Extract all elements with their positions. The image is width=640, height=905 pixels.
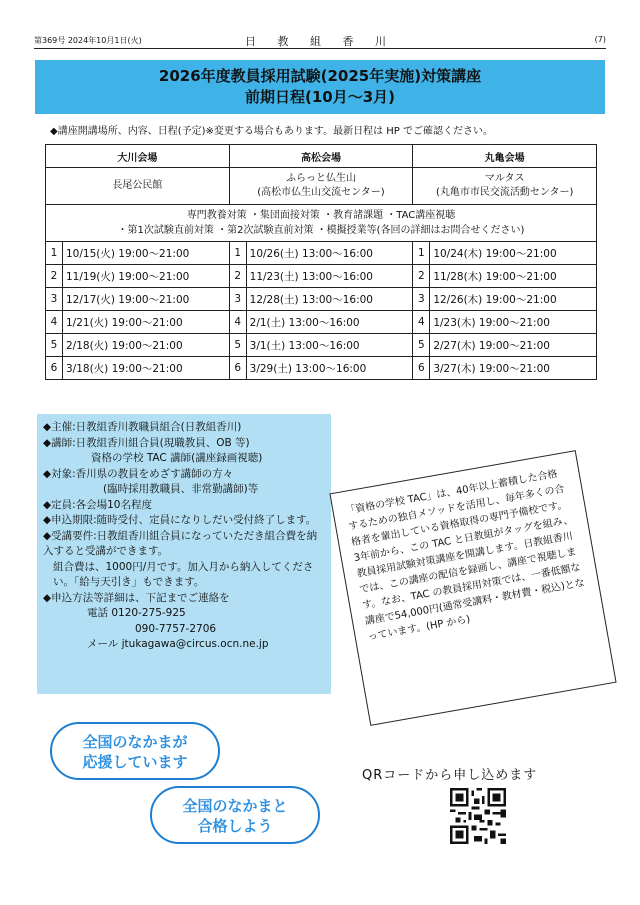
cloud-bubble-pass: 全国のなかまと 合格しよう — [150, 786, 320, 844]
tac-description: 「資格の学校 TAC」は、40年以上蓄積した合格するための独自メソッドを活用し、毎年多くの合格者を輩出している資格取得の専門予備校です。 3年前から、この TAC と日教組がタッグを組み、教員採用試験対策講座を開講します。日教組香川では、この講座の配信を録画し、講座で視聴します。なお、TAC の教員採用対策では、一番低額な講座で54,000円(通常受講料・教材費・税込)となっています。(HP から) — [344, 468, 586, 643]
requirement: ◆受講要件:日教組香川組合員になっていただき組合費を納入すると受講ができます。 — [43, 529, 318, 557]
fee: 組合費は、1000円/月です。加入月から納入してください。「給与天引き」もできます。 — [53, 560, 314, 588]
phone-2: 090-7757-2706 — [135, 622, 217, 635]
capacity: ◆定員:各会場10名程度 — [43, 498, 152, 511]
venue-okawa-place: 長尾公民館 — [46, 168, 230, 205]
deadline: ◆申込期限:随時受付、定員になりしだい受付終了します。 — [43, 514, 317, 526]
tac-description-scroll — [329, 450, 616, 726]
session-row: 1 10/15(火) 19:00～21:00 1 10/26(土) 13:00～16:00 1 10/24(木) 19:00～21:00 — [46, 242, 597, 265]
venue-okawa: 大川会場 — [46, 145, 230, 168]
organization-title: 日 教 組 香 川 — [245, 35, 395, 48]
contact-intro: ◆申込方法等詳細は、下記までご連絡を — [43, 591, 230, 604]
topics-row — [46, 205, 597, 242]
title-line-2: 前期日程(10月～3月) — [244, 88, 396, 106]
session-row: 4 1/21(火) 19:00～21:00 4 2/1(土) 13:00～16:00 4 1/23(木) 19:00～21:00 — [46, 311, 597, 334]
issue-info: 第369号 2024年10月1日(火) — [34, 36, 142, 45]
qr-code-icon[interactable] — [450, 788, 506, 844]
venue-takamatsu: 高松会場 — [229, 145, 413, 168]
session-row: 2 11/19(火) 19:00～21:00 2 11/23(土) 13:00～16:00 2 11/28(木) 19:00～21:00 — [46, 265, 597, 288]
page-header — [34, 32, 606, 49]
session-row: 6 3/18(火) 19:00～21:00 6 3/29(土) 13:00～16:00 6 3/27(木) 19:00～21:00 — [46, 357, 597, 380]
session-row: 5 2/18(火) 19:00～21:00 5 3/1(土) 13:00～16:00 5 2/27(木) 19:00～21:00 — [46, 334, 597, 357]
sponsor: ◆主催:日教組香川教職員組合(日教組香川) — [43, 421, 242, 433]
issue-date: 2024年10月1日(火) — [67, 36, 142, 45]
schedule-note: ◆講座開講場所、内容、日程(予定)※変更する場合もあります。最新日程は HP でご確認ください。 — [50, 126, 493, 137]
venue-takamatsu-place: ふらっと仏生山 (高松市仏生山交流センター) — [229, 168, 413, 205]
session-row: 3 12/17(火) 19:00～21:00 3 12/28(土) 13:00～16:00 3 12/26(木) 19:00～21:00 — [46, 288, 597, 311]
title-line-1: 2026年度教員採用試験(2025年実施)対策講座 — [158, 67, 482, 85]
course-topics: 専門教養対策 ・集団面接対策 ・教育諸課題 ・TAC講座視聴 ・第1次試験直前対策 ・第2次試験直前対策 ・模擬授業等(各回の詳細はお問合せください) — [46, 205, 597, 242]
venue-marugame: 丸亀会場 — [413, 145, 597, 168]
email: メール jtukagawa@circus.ocn.ne.jp — [87, 638, 269, 650]
venue-name-row — [46, 168, 597, 205]
course-info-box: ◆主催:日教組香川教職員組合(日教組香川) ◆講師:日教組香川組合員(現職教員、OB 等) 資格の学校 TAC 講師(講座録画視聴) ◆対象:香川県の教員をめざす講師の方々 (臨時採用教職員、非常勤講師)等 ◆定員:各会場10名程度 ◆申込期限:随時受付、定員になりしだい受付終了します。 ◆受講要件:日教組香川組合員になっていただき組合費を納入すると受講ができます。 組合費は、1000円/月です。加入月から納入してください。「給与天引き」もできます。 ◆申込方法等詳細は、下記までご連絡を 電話 0120-275-925 090-7757-2706 メール jtukagawa@circus.ocn.ne.jp — [37, 414, 331, 694]
qr-label: QRコードから申し込めます — [362, 768, 538, 783]
title-banner — [35, 60, 605, 114]
phone-1: 電話 0120-275-925 — [87, 607, 186, 619]
cloud-bubble-support: 全国のなかまが 応援しています — [50, 722, 220, 780]
lecturer: ◆講師:日教組香川組合員(現職教員、OB 等) — [43, 436, 250, 449]
venue-marugame-place: マルタス (丸亀市市民交流活動センター) — [413, 168, 597, 205]
target: ◆対象:香川県の教員をめざす講師の方々 — [43, 467, 234, 480]
venue-area-row — [46, 145, 597, 168]
page-number: (7) — [594, 35, 606, 44]
schedule-table — [45, 144, 597, 380]
